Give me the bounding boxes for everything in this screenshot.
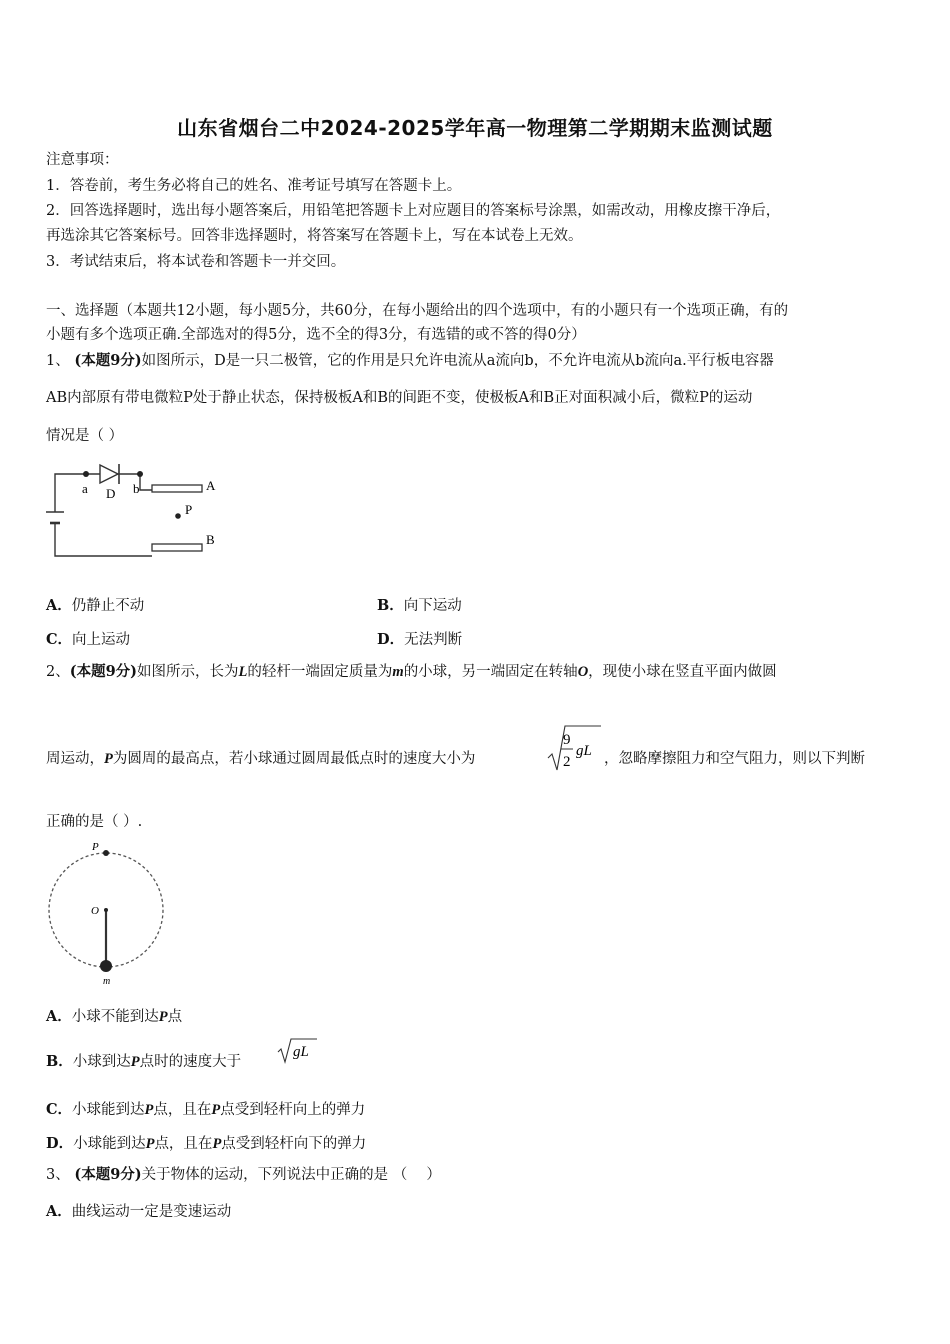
q3-line1 [46,1165,441,1185]
q2-option-D[interactable]: D．小球能到达P点，且在P点受到轻杆向下的弹力 [46,1135,367,1152]
q3-option-A[interactable]: A．曲线运动一定是变速运动 [46,1203,232,1220]
q2-line2-left [46,749,475,769]
page-title: 山东省烟台二中2024-2025学年高一物理第二学期期末监测试题 [177,116,773,140]
formula-gL: gL [576,743,592,759]
label-a: a [82,481,88,496]
q2-var-m: m [392,664,404,680]
q3-score: (本题9分) [74,1166,142,1183]
node-a [83,471,89,477]
q1-text-1: 如图所示，D是一只二极管，它的作用是只允许电流从a流向b，不允许电流从b流向a.平行板电容器 [141,353,774,369]
label-P: P [185,502,193,517]
label-m: m [103,976,111,987]
notice-heading: 注意事项： [46,152,119,168]
diode-icon [100,465,118,483]
q3-number: 3、 [46,1167,70,1183]
label-P: P [92,841,99,853]
label-A: A [206,478,216,493]
pivot-O [104,908,108,912]
q2-text-2b: 为圆周的最高点，若小球通过圆周最低点时的速度大小为 [112,751,476,767]
q1-line3: 情况是（ ） [46,428,124,444]
sqrt-gL-text: gL [293,1044,309,1060]
capacitor-plate-B [152,544,202,551]
notice-item-1: 1．答卷前，考生务必将自己的姓名、准考证号填写在答题卡上。 [46,178,462,194]
q2-text-1b: 的轻杆一端固定质量为 [247,664,393,680]
label-B: B [206,532,215,547]
label-O: O [91,905,99,917]
q2-line2-right: ，忽略摩擦阻力和空气阻力，则以下判断 [604,751,865,767]
node-b [137,471,143,477]
q3-text: 关于物体的运动，下列说法中正确的是 （ ） [141,1167,441,1183]
q2-score: (本题9分) [69,663,138,680]
q1-option-C[interactable]: C．向上运动 [46,631,131,648]
capacitor-plate-A [152,485,202,492]
ball-m [100,960,112,972]
q2-var-L: L [238,664,248,680]
sqrt-sign [548,726,601,770]
notice-item-3: 3．考试结束后，将本试卷和答题卡一并交回。 [46,254,346,270]
q1-line1 [46,351,774,371]
q2-circle-diagram [40,838,180,988]
q1-option-B[interactable]: B．向下运动 [377,597,462,614]
label-D: D [106,486,116,501]
q2-number: 2、 [46,664,70,680]
q1-option-D[interactable]: D．无法判断 [377,631,463,648]
q2-line1 [46,662,777,682]
section-header-line2: 小题有多个选项正确.全部选对的得5分，选不全的得3分，有选错的或不答的得0分） [46,327,586,343]
q2-text-2a: 周运动， [46,751,104,767]
q2-speed-formula [545,722,605,776]
q2-line3: 正确的是（ ）. [46,814,143,830]
circuit-wire-bottom [55,523,152,556]
q1-number: 1、 [46,353,70,369]
frac-num: 9 [563,732,571,748]
q2-text-1a: 如图所示，长为 [137,664,239,680]
q2-option-C[interactable]: C．小球能到达P点，且在P点受到轻杆向上的弹力 [46,1101,366,1118]
notice-item-2-cont: 再选涂其它答案标号。回答非选择题时，将答案写在答题卡上，写在本试卷上无效。 [46,228,583,244]
q2-option-B[interactable]: B．小球到达P点时的速度大于 [46,1053,242,1070]
label-b: b [133,481,140,496]
q2-option-B-sqrt-gL [275,1036,320,1066]
frac-den: 2 [563,754,571,770]
q2-var-O: O [577,664,589,680]
notice-item-2: 2．回答选择题时，选出每小题答案后，用铅笔把答题卡上对应题目的答案标号涂黑，如需改动，用橡皮擦干净后， [46,203,781,219]
q2-option-A[interactable]: A．小球不能到达P点 [46,1008,183,1025]
q1-line2: AB内部原有带电微粒P处于静止状态，保持极板A和B的间距不变，使极板A和B正对面积减小后，微粒P的运动 [46,390,753,406]
point-P [103,850,109,856]
q2-text-1c: 的小球，另一端固定在转轴 [403,664,578,680]
section-header-line1: 一、选择题（本题共12小题，每小题5分，共60分，在每小题给出的四个选项中，有的小题只有一个选项正确，有的 [46,303,789,319]
q2-text-1d: ，现使小球在竖直平面内做圆 [588,664,777,680]
q1-option-A[interactable]: A．仍静止不动 [46,597,145,614]
q1-circuit-diagram [40,460,240,570]
q1-score: (本题9分) [74,352,142,369]
particle-P [175,513,181,519]
q2-var-P: P [104,751,113,767]
